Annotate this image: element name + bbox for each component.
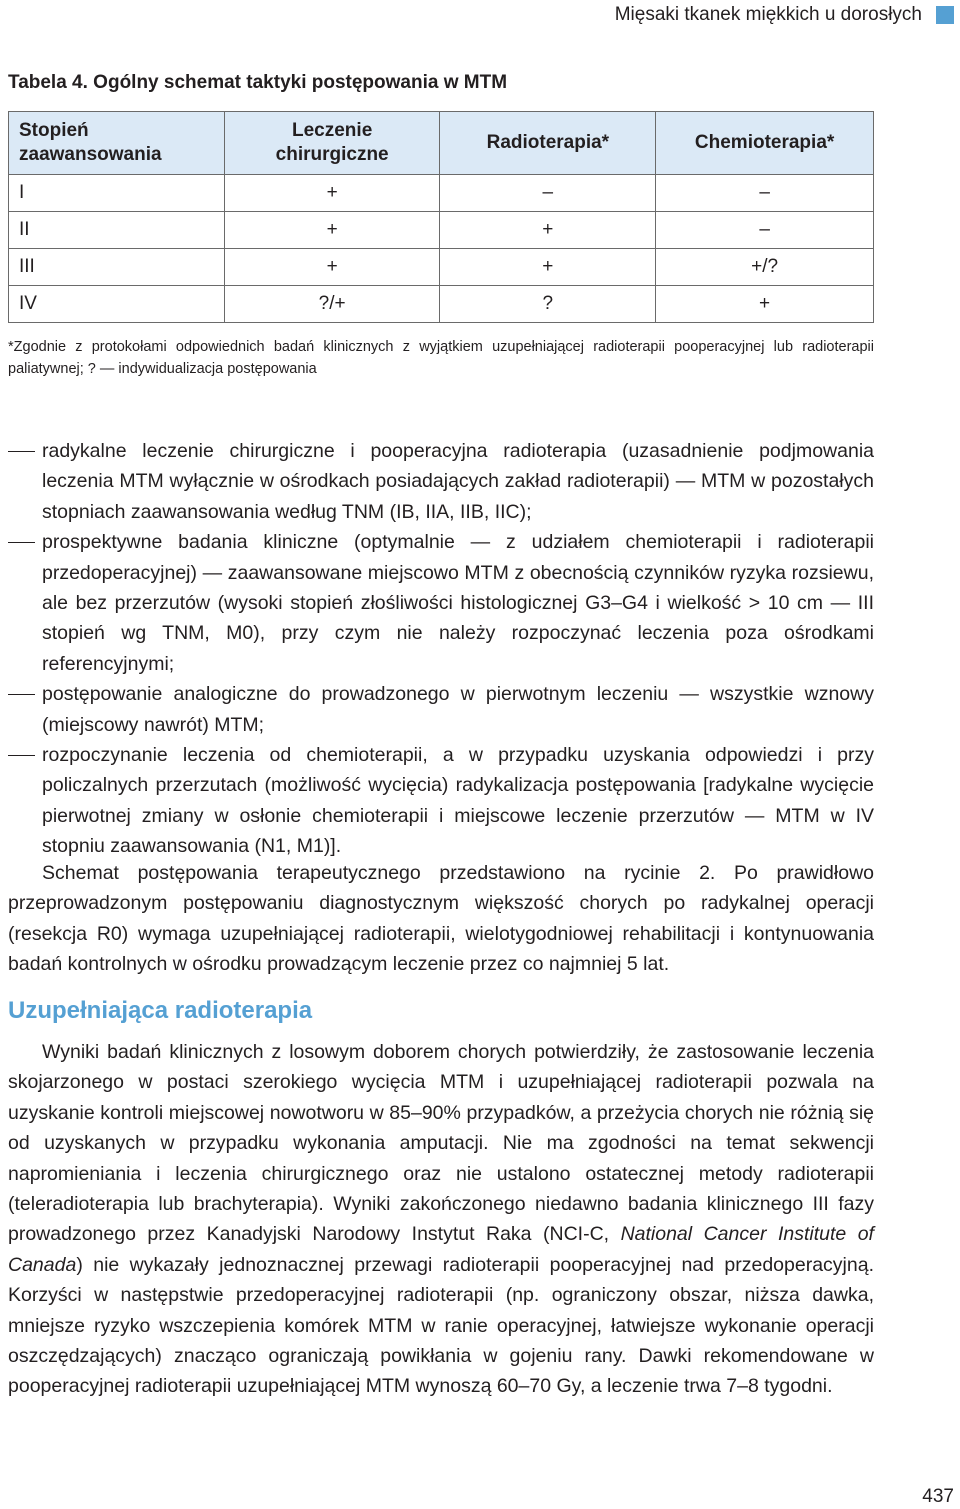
cell-surgery: + [224,249,440,286]
cell-stage: III [9,249,225,286]
dash-marker-icon [8,694,35,695]
running-head-title: Mięsaki tkanek miękkich u dorosłych [614,4,922,25]
list-item [8,436,874,527]
header-radiotherapy: Radioterapia* [440,112,656,175]
cell-surgery: ?/+ [224,286,440,323]
table-footnote-line: paliatywnej; ? — indywidualizacja postępowania [8,361,317,377]
cell-radiotherapy: ? [440,286,656,323]
table-row [9,286,874,323]
cell-surgery: + [224,175,440,212]
header-surgery: Leczenie chirurgiczne [224,112,440,175]
table-row [9,212,874,249]
dash-marker-icon [8,451,35,452]
running-head [615,4,954,26]
list-item-text: radykalne leczenie chirurgiczne i pooperacyjna radioterapia (uzasadnienie podjmowania leczenia MTM wyłącznie w ośrodkach posiadających zakład radioterapii) — MTM w pozostałych stopniach zaawansowania według TNM (IB, IIA, IIB, IIC); [42,440,874,523]
section-heading: Uzupełniająca radioterapia [8,997,313,1024]
header-chemotherapy: Chemioterapia* [656,112,874,175]
list-item-text: postępowanie analogiczne do prowadzonego w pierwotnym leczeniu — wszystkie wznowy (miejscowy nawrót) MTM; [42,683,874,736]
body-section-2 [8,1037,874,1402]
table-header-row [9,112,874,175]
cell-chemotherapy: + [656,286,874,323]
cell-surgery: + [224,212,440,249]
cell-radiotherapy: + [440,212,656,249]
treatment-list [8,436,874,862]
table-footnote [8,336,874,380]
cell-chemotherapy: – [656,175,874,212]
cell-stage: IV [9,286,225,323]
dash-marker-icon [8,542,35,543]
page-number: 437 [922,1486,954,1507]
cell-stage: I [9,175,225,212]
table-row [9,175,874,212]
cell-stage: II [9,212,225,249]
body-text: ) nie wykazały jednoznacznej przewagi radioterapii pooperacyjnej nad przedoperacyjną. Korzyści w następstwie przedoperacyjnej radioterapii (np. ograniczony obszar, niższa dawka, mniejsze ryzyko wszczepienia komórek MTM w ranie operacyjnej, łatwiejsze wykonanie operacji oszczędzających) znacząco ograniczają powikłania w gojeniu rany. Dawki rekomendowane w pooperacyjnej radioterapii uzupełniającej MTM wynoszą 60–70 Gy, a leczenie trwa 7–8 tygodni. [8,1253,874,1398]
dash-marker-icon [8,755,35,756]
list-item [8,740,874,862]
list-item [8,679,874,740]
body-section-1 [8,858,874,980]
body-text: Wyniki badań klinicznych z losowym doborem chorych potwierdziły, że zastosowanie leczenia skojarzonego w postaci szerokiego wycięcia MTM i uzupełniającej radioterapii pozwala na uzyskanie kontroli miejscowej nowotworu w 85–90% przypadków, a przeżycia chorych nie różnią się od uzyskanych w przypadku wykonania amputacji. Nie ma zgodności na temat sekwencji napromieniania i leczenia chirurgicznego oraz nie ustalono ostatecznej metody radioterapii (teleradioterapia lub brachyterapia). Wyniki zakończonego niedawno badania klinicznego III fazy prowadzonego przez Kanadyjski Narodowy Instytut Raka (NCI-C, [8,1041,874,1246]
cell-radiotherapy: – [440,175,656,212]
body-paragraph [8,1037,874,1402]
list-item-text: rozpoczynanie leczenia od chemioterapii, a w przypadku uzyskania odpowiedzi i przy policzalnych przerzutach (możliwość wycięcia) radykalizacja postępowania [radykalne wycięcie pierwotnej zmiany w osłonie chemioterapii i miejscowe leczenie przerzutów — MTM w IV stopniu zaawansowania (N1, M1)]. [42,744,874,858]
cell-chemotherapy: – [656,212,874,249]
table-footnote-line: *Zgodnie z protokołami odpowiednich badań klinicznych z wyjątkiem uzupełniającej radioterapii pooperacyjnej lub radioterapii [8,339,874,355]
list-item [8,527,874,679]
cell-chemotherapy: +/? [656,249,874,286]
header-stage: Stopień zaawansowania [9,112,225,175]
body-paragraph: Schemat postępowania terapeutycznego przedstawiono na rycinie 2. Po prawidłowo przeprowadzonym postępowaniu diagnostycznym większość chorych po radykalnej operacji (resekcja R0) wymaga uzupełniającej radioterapii, wielotygodniowej rehabilitacji i kontynuowania badań kontrolnych w ośrodku prowadzącym leczenie przez co najmniej 5 lat. [8,862,874,976]
blue-square-icon [936,6,954,24]
cell-radiotherapy: + [440,249,656,286]
table-row [9,249,874,286]
body-text-italic: National Cancer Institute of Canada [8,1223,874,1276]
list-item-text: prospektywne badania kliniczne (optymalnie — z udziałem chemioterapii i radioterapii przedoperacyjnej) — zaawansowane miejscowo MTM z obecnością czynników ryzyka rozsiewu, ale bez przerzutów (wysoki stopień złośliwości histologicznej G3–G4 i wielkość > 10 cm — III stopień wg TNM, M0), przy czym nie należy rozpoczynać leczenia poza ośrodkami referencyjnymi; [42,531,874,675]
table-caption: Tabela 4. Ogólny schemat taktyki postępowania w MTM [8,72,508,93]
treatment-table [8,111,874,323]
